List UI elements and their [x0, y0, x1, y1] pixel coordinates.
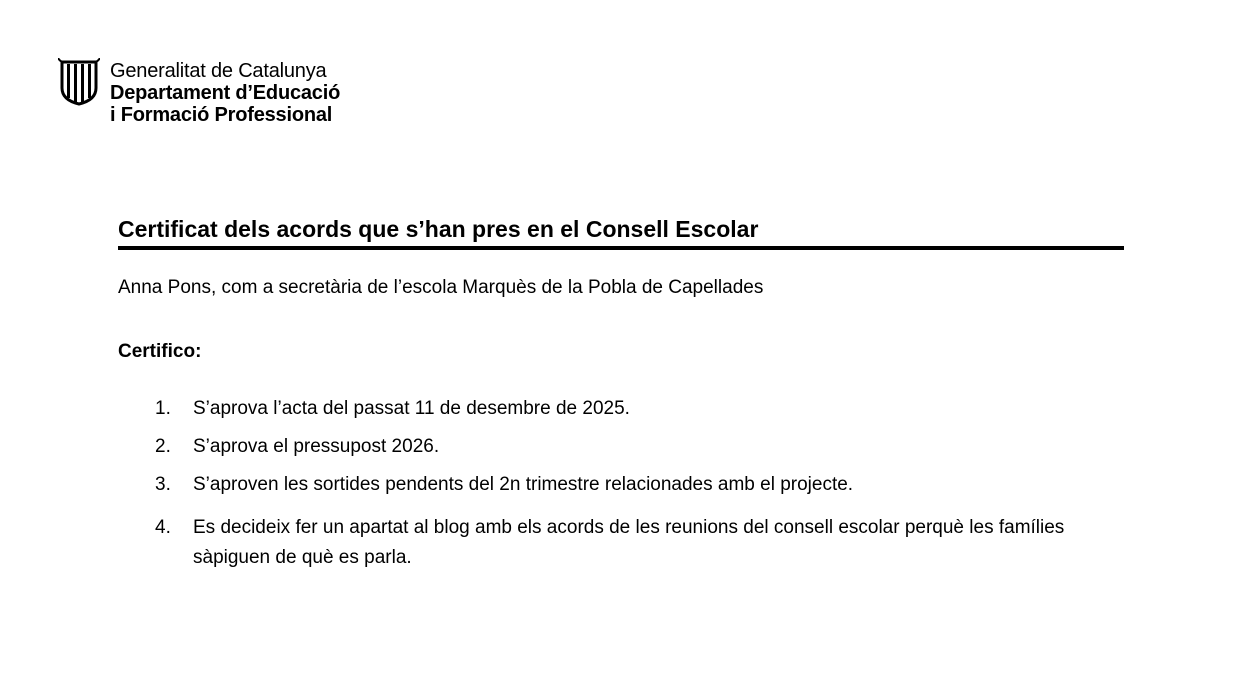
list-item-text: Es decideix fer un apartat al blog amb els acords de les reunions del consell escolar perquè les famílies sàpiguen de què es parla.: [193, 517, 1065, 568]
list-item-number: 4.: [155, 517, 171, 538]
organization-line-3: i Formació Professional: [110, 104, 333, 126]
generalitat-logo: [58, 58, 418, 134]
list-item-number: 3.: [155, 474, 171, 495]
list-item-number: 1.: [155, 398, 171, 419]
document-title: Certificat dels acords que s’han pres en el Consell Escolar: [118, 216, 759, 242]
certifico-heading: Certifico:: [118, 341, 202, 362]
organization-line-1: Generalitat de Catalunya: [110, 60, 327, 82]
catalan-coat-of-arms-icon: [58, 58, 100, 106]
title-underline-divider: [118, 246, 1124, 250]
list-item-text: S’aproven les sortides pendents del 2n trimestre relacionades amb el projecte.: [193, 474, 854, 495]
organization-name: [110, 60, 340, 126]
list-item-text: S’aprova l’acta del passat 11 de desembre de 2025.: [193, 398, 630, 419]
organization-line-2: Departament d’Educació: [110, 82, 341, 104]
intro-statement: Anna Pons, com a secretària de l’escola Marquès de la Pobla de Capellades: [118, 277, 764, 298]
list-item-text: S’aprova el pressupost 2026.: [193, 436, 440, 457]
list-item-number: 2.: [155, 436, 171, 457]
